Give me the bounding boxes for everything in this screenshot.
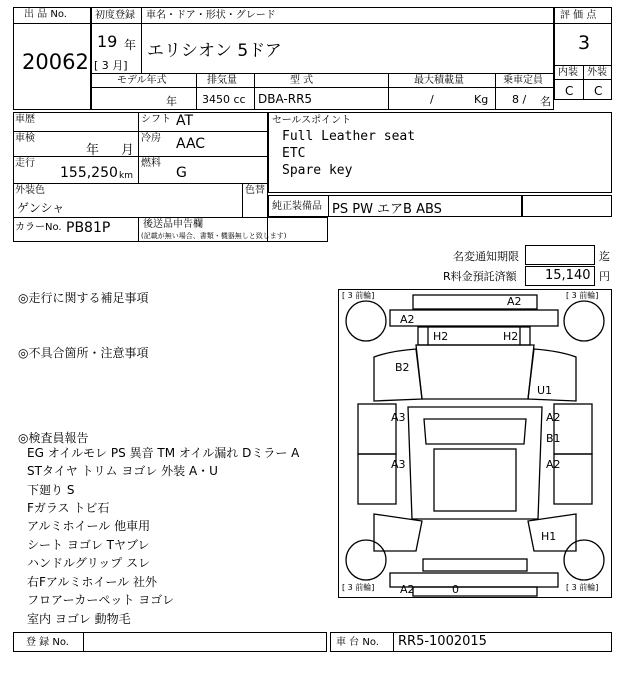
damage-mark: H2: [503, 330, 519, 343]
chassis-label: 車 台 No.: [336, 637, 379, 648]
exterior-grade: C: [594, 84, 603, 98]
exterior-label: 外装: [587, 67, 607, 78]
lot-label: 出 品 No.: [24, 9, 67, 20]
damage-mark: A2: [400, 583, 415, 596]
extra-box: [522, 195, 612, 217]
model-year-value: 年: [166, 95, 177, 108]
damage-mark: B2: [395, 361, 410, 374]
damage-mark: 0: [452, 583, 459, 596]
inspection-label: 車検: [15, 133, 35, 144]
first-reg-label: 初度登録: [95, 10, 135, 21]
report-line: 下廻り S: [27, 483, 75, 497]
recycle-label: R料金預託済額: [443, 270, 517, 283]
mileage-value: 155,250: [60, 165, 118, 181]
sales-point-2: ETC: [282, 146, 306, 161]
report-line: フロアーカーペット ヨゴレ: [27, 593, 175, 607]
equipment-value: PS PW エアB ABS: [332, 202, 442, 217]
inspection-month: 月: [121, 143, 135, 158]
report-line: アルミホイール 他車用: [27, 519, 151, 533]
interior-label: 内装: [558, 67, 578, 78]
damage-mark: H2: [433, 330, 449, 343]
displacement-label: 排気量: [207, 75, 237, 86]
displacement-value: 3450 cc: [202, 93, 246, 106]
damage-mark: A3: [391, 458, 406, 471]
report-line: 右Fアルミホイール 社外: [27, 575, 157, 589]
color-value: ゲンシャ: [17, 201, 65, 215]
ac-label: 冷房: [141, 133, 161, 144]
report-line: STタイヤ トリム ヨゴレ 外装 A・U: [27, 464, 218, 478]
grade-label: 評 価 点: [560, 10, 597, 21]
type-label: 型 式: [290, 75, 314, 86]
sales-points-label: セールスポイント: [272, 115, 352, 126]
capacity-label: 乗車定員: [503, 75, 543, 86]
damage-mark: A2: [400, 313, 415, 326]
damage-mark: A2: [546, 411, 561, 424]
car-name-label: 車名・ドア・形状・グレード: [146, 10, 276, 21]
wheel-rr: [564, 540, 604, 580]
defects-label: ◎不具合箇所・注意事項: [18, 346, 149, 360]
post-items-note: (記載が無い場合、書類・機器無しと致します): [141, 232, 287, 240]
fuel-value: G: [176, 165, 187, 181]
interior-grade: C: [565, 84, 574, 98]
damage-mark: H1: [541, 530, 557, 543]
damage-mark: B1: [546, 432, 561, 445]
report-line: 室内 ヨゴレ 動物毛: [27, 612, 131, 626]
registration-label: 登 録 No.: [26, 637, 69, 648]
report-line: ハンドルグリップ スレ: [27, 556, 151, 570]
name-change-label: 名変通知期限: [453, 250, 519, 263]
sales-point-1: Full Leather seat: [282, 129, 416, 144]
ac-value: AAC: [176, 136, 206, 152]
capacity-unit: 名: [540, 95, 551, 108]
shift-value: AT: [176, 113, 194, 129]
damage-mark: A2: [507, 295, 522, 308]
report-line: Fガラス トビ石: [27, 501, 110, 515]
model-code: DBA-RR5: [258, 92, 313, 106]
grade-value: 3: [578, 32, 591, 54]
sales-point-3: Spare key: [282, 163, 353, 178]
max-load-label: 最大積載量: [414, 75, 464, 86]
damage-mark: U1: [537, 384, 553, 397]
recycle-amount: 15,140: [545, 268, 591, 283]
damage-mark: A3: [391, 411, 406, 424]
wheel-rl: [346, 540, 386, 580]
wheel-fr: [564, 301, 604, 341]
report-line: EG オイルモレ PS 異音 TM オイル漏れ Dミラー A: [27, 446, 300, 460]
inspector-report-label: ◎検査員報告: [18, 431, 89, 445]
post-items-label: 後送品申告欄: [143, 219, 203, 230]
tread-fr: [ 3 前輪]: [566, 291, 599, 300]
history-label: 車歴: [15, 114, 35, 125]
equipment-label: 純正装備品: [272, 201, 322, 212]
inspection-year: 年: [86, 143, 100, 158]
tread-rr: [ 3 前輪]: [566, 583, 599, 592]
tread-rl: [ 3 前輪]: [342, 583, 375, 592]
first-reg-month: [ 3 月]: [94, 59, 128, 72]
driving-notes-label: ◎走行に関する補足事項: [18, 291, 149, 305]
damage-mark: A2: [546, 458, 561, 471]
mileage-label: 走行: [15, 158, 35, 169]
name-change-unit: 迄: [599, 250, 610, 263]
name-change-box: [525, 245, 595, 265]
shift-label: シフト: [141, 114, 171, 125]
color-no-label: カラーNo.: [15, 222, 62, 233]
mileage-unit: km: [119, 171, 133, 181]
load-unit: Kg: [474, 93, 489, 106]
lot-number: 20062: [22, 50, 89, 74]
recolor-label: 色替: [245, 185, 265, 196]
recycle-unit: 円: [599, 270, 610, 283]
capacity-value: 8 /: [512, 93, 527, 106]
year-unit: 年: [124, 38, 137, 52]
car-diagram: [338, 289, 612, 598]
report-line: シート ヨゴレ Tヤブレ: [27, 538, 150, 552]
color-no-value: PB81P: [66, 220, 111, 236]
wheel-fl: [346, 301, 386, 341]
model-year-label: モデル年式: [117, 75, 167, 86]
color-label: 外装色: [15, 185, 45, 196]
first-reg-year: 19: [97, 32, 118, 51]
chassis-number: RR5-1002015: [398, 634, 487, 649]
fuel-label: 燃料: [141, 158, 161, 169]
max-load-value: /: [430, 93, 434, 106]
tread-fl: [ 3 前輪]: [342, 291, 375, 300]
car-name: エリシオン 5ドア: [147, 41, 282, 61]
